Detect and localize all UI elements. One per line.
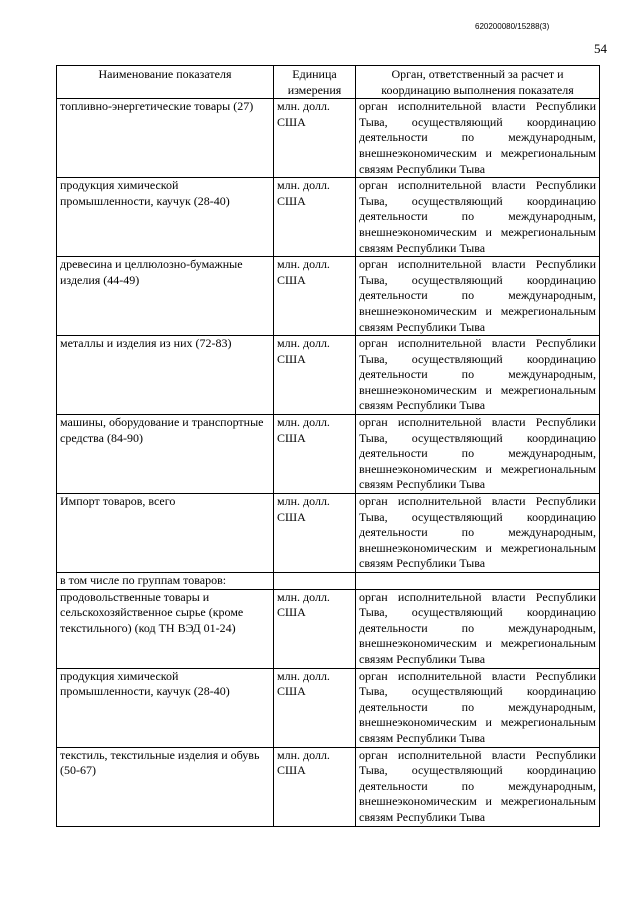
indicator-name-cell: древесина и целлюлозно-бумажные изделия (44-49) — [57, 257, 274, 336]
unit-cell: млн. долл. США — [274, 336, 356, 415]
responsible-body-cell: орган исполнительной власти Республики Тыва, осуществляющий координацию деятельности по международным, внешнеэкономическим и межрегиональным связям Республики Тыва — [356, 494, 600, 573]
header-unit: Единица измерения — [274, 66, 356, 99]
unit-cell — [274, 573, 356, 590]
page-number: 54 — [594, 41, 607, 56]
table-row — [57, 494, 600, 573]
table-row — [57, 178, 600, 257]
responsible-body-cell: орган исполнительной власти Республики Тыва, осуществляющий координацию деятельности по международным, внешнеэкономическим и межрегиональным связям Республики Тыва — [356, 747, 600, 826]
unit-cell: млн. долл. США — [274, 668, 356, 747]
indicators-table — [56, 65, 600, 827]
unit-cell: млн. долл. США — [274, 415, 356, 494]
indicator-name-cell: продукция химической промышленности, каучук (28-40) — [57, 668, 274, 747]
indicator-name-cell: Импорт товаров, всего — [57, 494, 274, 573]
unit-cell: млн. долл. США — [274, 99, 356, 178]
responsible-body-cell: орган исполнительной власти Республики Тыва, осуществляющий координацию деятельности по международным, внешнеэкономическим и межрегиональным связям Республики Тыва — [356, 257, 600, 336]
indicator-name-cell: машины, оборудование и транспортные средства (84-90) — [57, 415, 274, 494]
indicator-name-cell: продукция химической промышленности, каучук (28-40) — [57, 178, 274, 257]
unit-cell: млн. долл. США — [274, 178, 356, 257]
unit-cell: млн. долл. США — [274, 589, 356, 668]
responsible-body-cell: орган исполнительной власти Республики Тыва, осуществляющий координацию деятельности по международным, внешнеэкономическим и межрегиональным связям Республики Тыва — [356, 589, 600, 668]
table-row — [57, 589, 600, 668]
responsible-body-cell — [356, 573, 600, 590]
table-row — [57, 415, 600, 494]
indicator-name-cell: текстиль, текстильные изделия и обувь (50-67) — [57, 747, 274, 826]
header-indicator-name: Наименование показателя — [57, 66, 274, 99]
table-row — [57, 668, 600, 747]
responsible-body-cell: орган исполнительной власти Республики Тыва, осуществляющий координацию деятельности по международным, внешнеэкономическим и межрегиональным связям Республики Тыва — [356, 415, 600, 494]
responsible-body-cell: орган исполнительной власти Республики Тыва, осуществляющий координацию деятельности по международным, внешнеэкономическим и межрегиональным связям Республики Тыва — [356, 336, 600, 415]
unit-cell: млн. долл. США — [274, 257, 356, 336]
table-row — [57, 99, 600, 178]
indicator-name-cell: в том числе по группам товаров: — [57, 573, 274, 590]
unit-cell: млн. долл. США — [274, 494, 356, 573]
header-responsible-body: Орган, ответственный за расчет и координацию выполнения показателя — [356, 66, 600, 99]
indicator-name-cell: металлы и изделия из них (72-83) — [57, 336, 274, 415]
table-header-row — [57, 66, 600, 99]
indicator-name-cell: продовольственные товары и сельскохозяйственное сырье (кроме текстильного) (код ТН ВЭД 01-24) — [57, 589, 274, 668]
responsible-body-cell: орган исполнительной власти Республики Тыва, осуществляющий координацию деятельности по международным, внешнеэкономическим и межрегиональным связям Республики Тыва — [356, 178, 600, 257]
table-row — [57, 747, 600, 826]
unit-cell: млн. долл. США — [274, 747, 356, 826]
document-code: 620200080/15288(3) — [475, 22, 550, 31]
responsible-body-cell: орган исполнительной власти Республики Тыва, осуществляющий координацию деятельности по международным, внешнеэкономическим и межрегиональным связям Республики Тыва — [356, 668, 600, 747]
table-row — [57, 573, 600, 590]
table-row — [57, 257, 600, 336]
table-row — [57, 336, 600, 415]
responsible-body-cell: орган исполнительной власти Республики Тыва, осуществляющий координацию деятельности по международным, внешнеэкономическим и межрегиональным связям Республики Тыва — [356, 99, 600, 178]
indicator-name-cell: топливно-энергетические товары (27) — [57, 99, 274, 178]
